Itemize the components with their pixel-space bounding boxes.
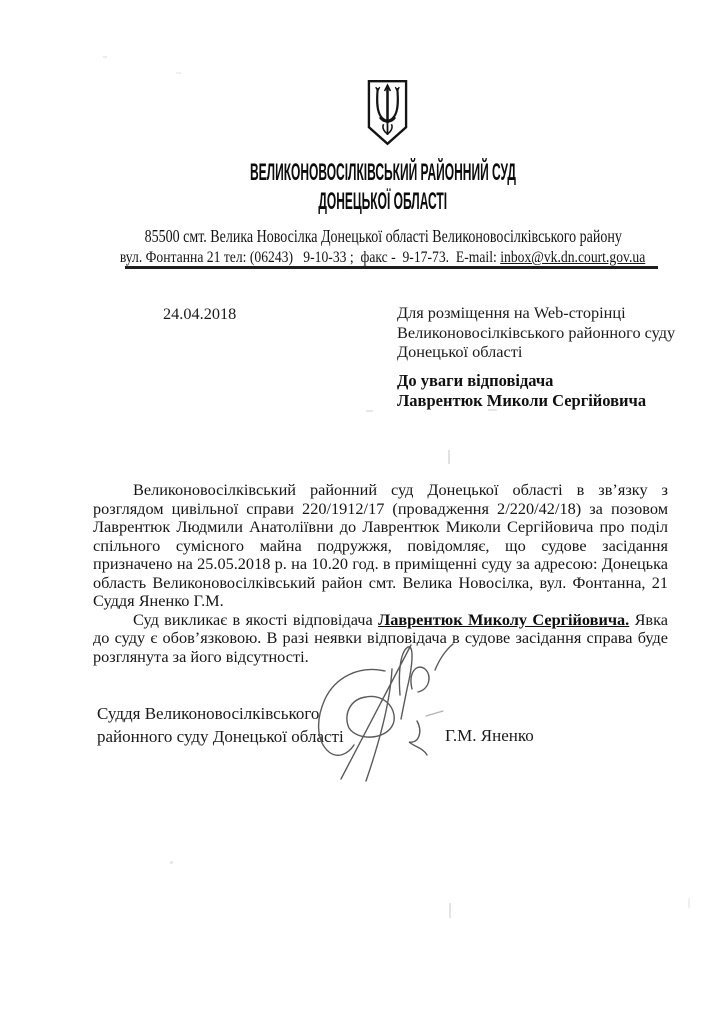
court-name-line2 <box>40 189 724 215</box>
attention-heading: До уваги відповідача <box>397 371 554 390</box>
scan-noise-speck <box>488 409 497 411</box>
court-contact-line <box>40 249 724 267</box>
court-name-line2-text: ДОНЕЦЬКОЇ ОБЛАСТІ <box>318 188 448 215</box>
judge-title-line1: Суддя Великоновосілківського <box>97 704 320 723</box>
judge-name: Г.М. Яненко <box>445 726 534 745</box>
web-posting-note-line3: Донецької області <box>397 342 523 361</box>
scan-noise-speck <box>449 903 451 918</box>
scan-noise-speck <box>366 410 373 412</box>
court-name-line1 <box>40 160 724 186</box>
email-address: inbox@vk.dn.court.gov.ua <box>500 249 646 266</box>
ukraine-trident-emblem-icon <box>365 78 410 147</box>
defendant-name-emphasis: Лаврентюк Миколу Сергійовича. <box>378 609 630 629</box>
document-date: 24.04.2018 <box>163 304 237 323</box>
court-contact-text <box>120 249 645 267</box>
scan-noise-speck <box>170 861 173 864</box>
letterhead-divider-rule <box>125 266 658 269</box>
scan-noise-speck <box>688 898 690 908</box>
scan-noise-speck <box>448 450 450 464</box>
body-paragraph-1: Великоновосілківський районний суд Донецької області в зв’язку з розглядом цивільної справи 220/1912/17 (провадження 2/220/42/18) за позовом Лаврентюк Людмили Анатоліївни до Лаврентюк Миколи Сергійовича про поділ спільного сумісного майна подружжя, повідомляє, що судове засідання призначено на 25.05.2018 р. на 10.20 год. в приміщенні суду за адресою: Донецька область Великоновосілківський район смт. Велика Новосілка, вул. Фонтанна, 21 Суддя Яненко Г.М. <box>93 480 668 610</box>
scan-noise-speck <box>103 56 107 58</box>
summons-suffix: Явка до суду є обов’язковою. В разі неявки відповідача в судове засідання справа буде розглянута за його відсутності. <box>93 609 669 666</box>
scan-noise-speck <box>176 72 181 74</box>
contact-prefix: вул. Фонтанна 21 тел: (06243) 9-10-33 ; факс - 9-17-73. E-mail: <box>120 249 501 266</box>
web-posting-note <box>397 303 682 362</box>
defendant-name: Лаврентюк Миколи Сергійовича <box>397 391 647 410</box>
web-posting-note-line2: Великоновосілківського районного суду <box>397 322 676 342</box>
handwritten-signature-icon <box>305 633 463 788</box>
summons-prefix: Суд викликає в якості відповідача <box>133 609 379 629</box>
judge-title-line2: районного суду Донецької області <box>97 727 344 746</box>
scan-noise-speck <box>560 637 563 639</box>
web-posting-note-line1: Для розміщення на Web-сторінці <box>397 303 626 322</box>
court-address-text: 85500 смт. Велика Новосілка Донецької області Великоновосілківського району <box>144 226 622 246</box>
attention-block <box>397 371 682 411</box>
court-address-line <box>40 226 724 247</box>
court-name-line1-text: ВЕЛИКОНОВОСІЛКІВСЬКИЙ РАЙОННИЙ СУД <box>250 159 516 186</box>
